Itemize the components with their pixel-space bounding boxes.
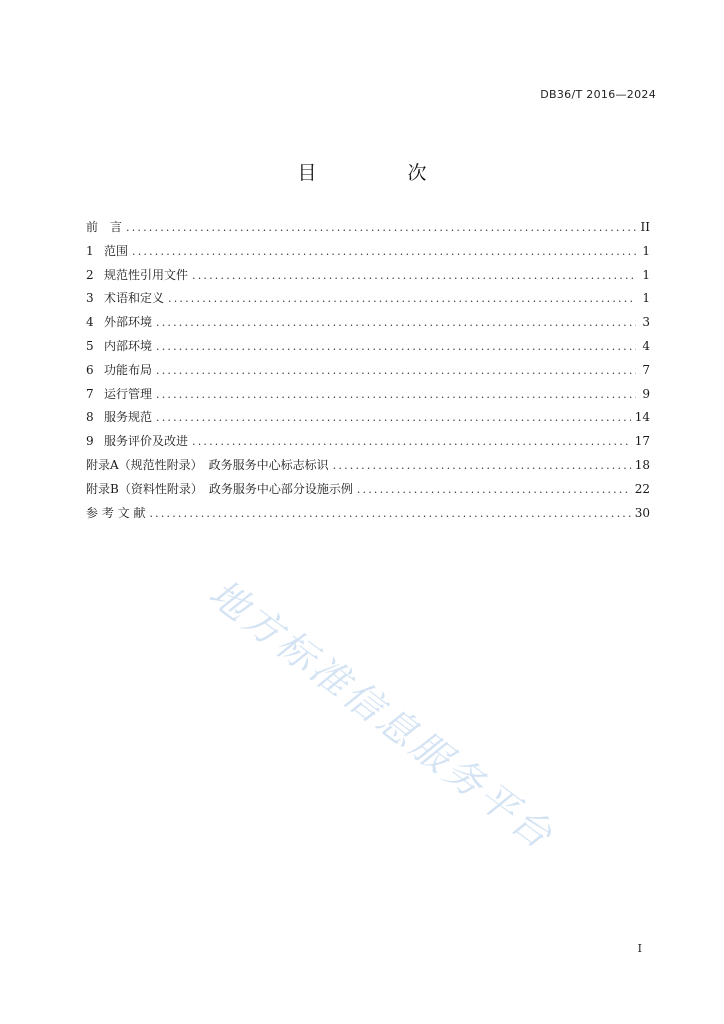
toc-leader-dots (192, 267, 636, 285)
page-title: 目 次 (297, 162, 463, 184)
toc-entry-number: 8 (86, 410, 94, 425)
toc-entry-page: 17 (634, 434, 650, 449)
toc-entry-label: 1 范围 (86, 243, 129, 258)
toc-entry-label: 参 考 文 献 (86, 505, 146, 520)
toc-entry-page: 18 (634, 457, 650, 472)
page-number: I (637, 942, 642, 955)
toc-entry-page: 4 (642, 338, 650, 353)
toc-entry-page: 9 (642, 386, 650, 401)
table-of-contents (86, 218, 650, 527)
toc-entry-number: 1 (86, 243, 94, 258)
standard-code: DB36/T 2016—2024 (540, 88, 656, 101)
toc-entry-page: II (640, 220, 650, 234)
toc-entry-label: 附录B（资料性附录） 政务服务中心部分设施示例 (86, 481, 353, 496)
toc-leader-dots (156, 409, 631, 427)
toc-entry-label: 5 内部环境 (86, 338, 153, 353)
toc-leader-dots (126, 219, 636, 237)
toc-entry-page: 14 (634, 410, 650, 425)
toc-entry-number: 2 (86, 267, 94, 282)
toc-entry-page: 1 (642, 291, 650, 306)
toc-entry-functional-layout[interactable] (86, 361, 650, 385)
toc-entry-label: 附录A（规范性附录） 政务服务中心标志标识 (86, 457, 329, 472)
toc-entry-label: 2 规范性引用文件 (86, 267, 189, 282)
toc-entry-page: 30 (634, 505, 650, 520)
toc-entry-service-specification[interactable] (86, 408, 650, 432)
watermark: 地方标准信息服务平台 (200, 570, 563, 859)
toc-entry-number: 7 (86, 386, 94, 401)
toc-leader-dots (156, 314, 636, 332)
toc-leader-dots (192, 433, 631, 451)
toc-entry-label: 4 外部环境 (86, 315, 153, 330)
toc-entry-label: 3 术语和定义 (86, 291, 165, 306)
toc-entry-service-evaluation[interactable] (86, 432, 650, 456)
toc-leader-dots (156, 338, 636, 356)
toc-entry-appendix-b[interactable] (86, 480, 650, 504)
toc-entry-page: 1 (642, 243, 650, 258)
toc-entry-label: 8 服务规范 (86, 410, 153, 425)
toc-entry-terms-definitions[interactable] (86, 289, 650, 313)
toc-leader-dots (357, 481, 631, 499)
toc-entry-external-environment[interactable] (86, 313, 650, 337)
toc-entry-page: 3 (642, 315, 650, 330)
toc-entry-number: 9 (86, 434, 94, 449)
toc-entry-normative-references[interactable] (86, 266, 650, 290)
toc-entry-page: 1 (642, 267, 650, 282)
toc-entry-page: 7 (642, 362, 650, 377)
toc-entry-number: 6 (86, 362, 94, 377)
toc-entry-operation-management[interactable] (86, 385, 650, 409)
toc-entry-internal-environment[interactable] (86, 337, 650, 361)
toc-leader-dots (156, 362, 636, 380)
toc-entry-number: 4 (86, 315, 94, 330)
toc-entry-scope[interactable] (86, 242, 650, 266)
toc-entry-label: 7 运行管理 (86, 386, 153, 401)
toc-leader-dots (333, 457, 631, 475)
toc-leader-dots (156, 386, 636, 404)
toc-entry-number: 3 (86, 291, 94, 306)
toc-entry-bibliography[interactable] (86, 504, 650, 528)
toc-entry-number: 5 (86, 338, 94, 353)
toc-entry-label: 6 功能布局 (86, 362, 153, 377)
toc-entry-appendix-a[interactable] (86, 456, 650, 480)
toc-leader-dots (132, 243, 636, 261)
toc-entry-page: 22 (634, 481, 650, 496)
toc-entry-foreword[interactable] (86, 218, 650, 242)
toc-entry-label: 前 言 (86, 220, 123, 234)
toc-entry-label: 9 服务评价及改进 (86, 434, 189, 449)
toc-leader-dots (168, 290, 636, 308)
toc-leader-dots (149, 505, 630, 523)
